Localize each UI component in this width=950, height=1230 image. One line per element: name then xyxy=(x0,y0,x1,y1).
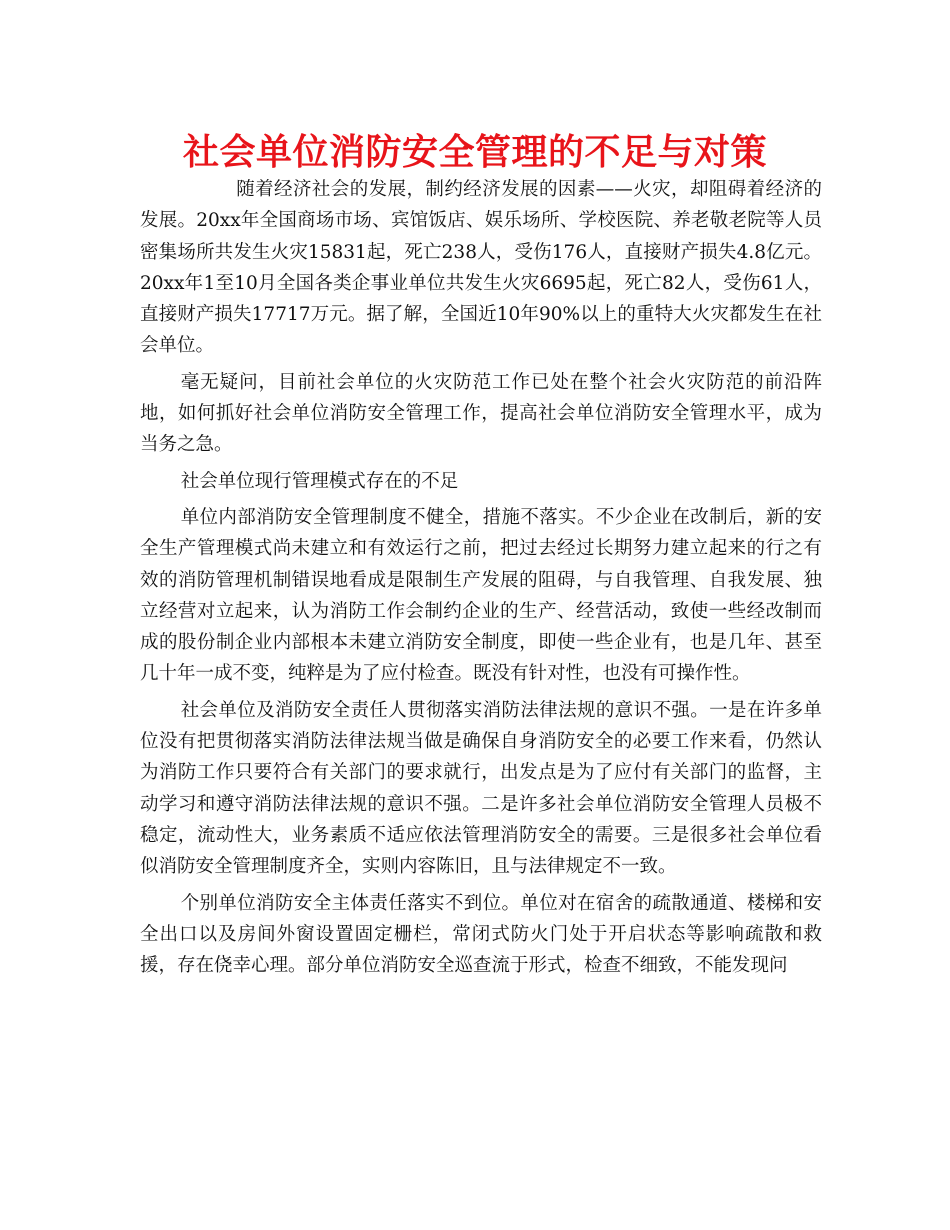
paragraph-urgency: 毫无疑问，目前社会单位的火灾防范工作已处在整个社会火灾防范的前沿阵地，如何抓好社会单位消防安全管理工作，提高社会单位消防安全管理水平，成为当务之急。 xyxy=(140,371,822,456)
paragraph-responsibility: 个别单位消防安全主体责任落实不到位。单位对在宿舍的疏散通道、楼梯和安全出口以及房间外窗设置固定栅栏，常闭式防火门处于开启状态等影响疏散和救援，存在侥幸心理。部分单位消防安全巡查流于形式，检查不细致，不能发现问 xyxy=(140,892,822,977)
document-title: 社会单位消防安全管理的不足与对策 xyxy=(182,131,767,173)
paragraph-legal-awareness: 社会单位及消防安全责任人贯彻落实消防法律法规的意识不强。一是在许多单位没有把贯彻落实消防法律法规当做是确保自身消防安全的必要工作来看，仍然认为消防工作只要符合有关部门的要求就行，出发点是为了应付有关部门的监督，主动学习和遵守消防法律法规的意识不强。二是许多社会单位消防安全管理人员极不稳定，流动性大，业务素质不适应依法管理消防安全的需要。三是很多社会单位看似消防安全管理制度齐全，实则内容陈旧，且与法律规定不一致。 xyxy=(140,699,822,878)
document-body xyxy=(140,174,822,986)
paragraph-intro: 随着经济社会的发展，制约经济发展的因素——火灾，却阻碍着经济的发展。20xx年全国商场市场、宾馆饭店、娱乐场所、学校医院、养老敬老院等人员密集场所共发生火灾15831起，死亡238人，受伤176人，直接财产损失4.8亿元。20xx年1至10月全国各类企事业单位共发生火灾6695起，死亡82人，受伤61人，直接财产损失17717万元。据了解，全国近10年90%以上的重特大火灾都发生在社会单位。 xyxy=(140,179,822,357)
section-heading: 社会单位现行管理模式存在的不足 xyxy=(180,470,459,492)
paragraph-management-system: 单位内部消防安全管理制度不健全，措施不落实。不少企业在改制后，新的安全生产管理模式尚未建立和有效运行之前，把过去经过长期努力建立起来的行之有效的消防管理机制错误地看成是限制生产发展的阻碍，与自我管理、自我发展、独立经营对立起来，认为消防工作会制约企业的生产、经营活动，致使一些经改制而成的股份制企业内部根本未建立消防安全制度，即使一些企业有，也是几年、甚至几十年一成不变，纯粹是为了应付检查。既没有针对性，也没有可操作性。 xyxy=(140,506,822,685)
